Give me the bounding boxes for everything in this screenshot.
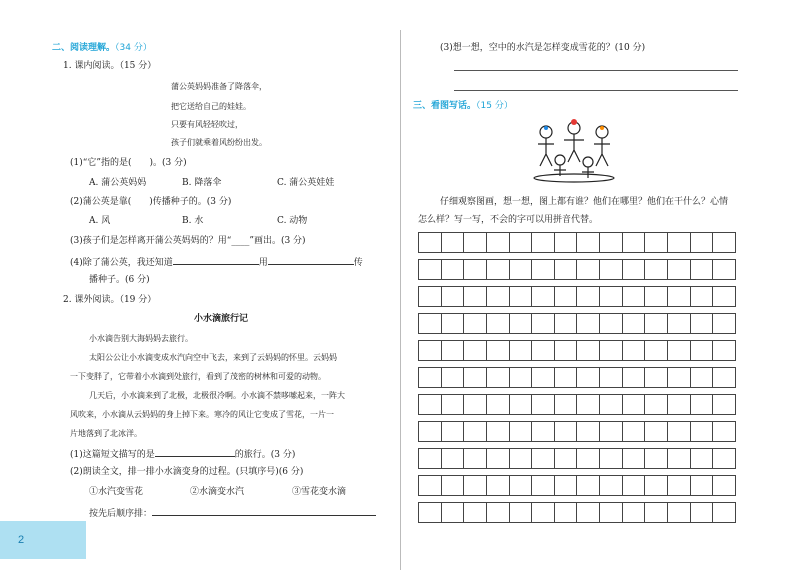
q2-option-1: ①水汽变雪花	[89, 487, 144, 497]
q1-sub4-part2: 用	[258, 258, 268, 268]
grid-row[interactable]	[418, 394, 736, 415]
grid-row[interactable]	[418, 286, 736, 307]
q2-option-2: ②水滴变水汽	[190, 487, 245, 497]
q1-sub4-part1: (4)除了蒲公英，我还知道	[70, 258, 173, 268]
writing-prompt-line-1: 仔细观察图画，想一想，图上都有谁？他们在哪里？他们在干什么？心情	[440, 197, 729, 207]
poem-line-2: 把它送给自己的娃娃。	[171, 102, 251, 111]
grid-row[interactable]	[418, 421, 736, 442]
q2-sub2-question: (2)朗读全文，排一排小水滴变身的过程。(只填序号)(6 分)	[70, 467, 304, 477]
grid-row[interactable]	[418, 475, 736, 496]
q1-sub4-question	[70, 255, 363, 269]
order-answer-row	[89, 506, 376, 520]
section3-score: （15 分）	[476, 101, 513, 111]
q1-sub2-option-c[interactable]: C. 动物	[277, 216, 308, 226]
grid-row[interactable]	[418, 313, 736, 334]
children-playing-illustration	[528, 118, 622, 184]
ball-icon	[571, 119, 577, 125]
q1-sub1-question: (1)“它”指的是( )。(3 分)	[70, 158, 187, 168]
grid-row[interactable]	[418, 232, 736, 253]
section2-score: （34 分）	[115, 43, 152, 53]
story-para-2-cont: 一下变胖了，它带着小水滴到处旅行，看到了茂密的树林和可爱的动物。	[70, 372, 326, 381]
grid-row[interactable]	[418, 367, 736, 388]
page-number: 2	[18, 534, 25, 546]
poem-line-3: 只要有风轻轻吹过，	[171, 120, 243, 129]
order-label: 按先后顺序排：	[89, 509, 153, 519]
section3-heading	[413, 98, 513, 111]
writing-grid[interactable]	[418, 232, 736, 529]
poem-line-1: 蒲公英妈妈准备了降落伞，	[171, 82, 267, 91]
q1-title: 1. 课内阅读。（15 分）	[63, 61, 157, 71]
q1-sub3-question: (3)孩子们是怎样离开蒲公英妈妈的？用“____”画出。(3 分)	[70, 236, 306, 246]
q3-question: (3)想一想，空中的水汽是怎样变成雪花的？(10 分)	[440, 43, 646, 53]
q3-answer-line-2[interactable]	[454, 90, 738, 91]
q2-sub1-part2: 的旅行。(3 分)	[234, 450, 296, 460]
q1-sub2-question: (2)蒲公英是靠( )传播种子的。(3 分)	[70, 197, 232, 207]
q1-sub4-blank2[interactable]	[268, 255, 354, 265]
writing-prompt-line-2: 怎么样？写一写，不会的字可以用拼音代替。	[418, 215, 599, 225]
story-para-3: 几天后，小水滴来到了北极，北极很冷啊。小水滴不禁哆嗦起来，一阵大	[89, 391, 345, 400]
q1-sub1-option-c[interactable]: C. 蒲公英娃娃	[277, 178, 335, 188]
q1-sub1-option-b[interactable]: B. 降落伞	[182, 178, 222, 188]
q2-title: 2. 课外阅读。（19 分）	[63, 295, 157, 305]
grid-row[interactable]	[418, 340, 736, 361]
q1-sub4-part3: 传	[353, 258, 363, 268]
section2-heading	[52, 40, 152, 53]
q2-sub1-part1: (1)这篇短文描写的是	[70, 450, 155, 460]
q1-sub4-blank1[interactable]	[173, 255, 259, 265]
section2-title: 二、阅读理解。	[52, 43, 116, 53]
grid-row[interactable]	[418, 502, 736, 523]
q2-sub1-question	[70, 447, 295, 461]
q2-sub1-blank[interactable]	[155, 447, 235, 457]
q1-sub1-option-a[interactable]: A. 蒲公英妈妈	[89, 178, 147, 188]
story-para-1: 小水滴告别大海妈妈去旅行。	[89, 334, 193, 343]
story-para-3-cont: 风吹来，小水滴从云妈妈的身上掉下来。寒冷的风让它变成了雪花，一片一	[70, 410, 334, 419]
q1-sub2-option-a[interactable]: A. 风	[89, 216, 111, 226]
order-blank[interactable]	[152, 506, 376, 516]
q1-sub2-option-b[interactable]: B. 水	[182, 216, 204, 226]
grid-row[interactable]	[418, 448, 736, 469]
story-para-2: 太阳公公让小水滴变成水汽向空中飞去，来到了云妈妈的怀里。云妈妈	[89, 353, 337, 362]
q3-answer-line-1[interactable]	[454, 70, 738, 71]
column-divider	[400, 30, 401, 570]
q2-option-3: ③雪花变水滴	[292, 487, 347, 497]
page-number-tab	[0, 521, 86, 559]
poem-line-4: 孩子们就乘着风纷纷出发。	[171, 138, 267, 147]
grid-row[interactable]	[418, 259, 736, 280]
section3-title: 三、看图写话。	[413, 101, 477, 111]
story-para-3-end: 片地落到了北冰洋。	[70, 429, 142, 438]
story-title: 小水滴旅行记	[194, 314, 249, 324]
q1-sub4-continuation: 播种子。(6 分)	[89, 275, 150, 285]
